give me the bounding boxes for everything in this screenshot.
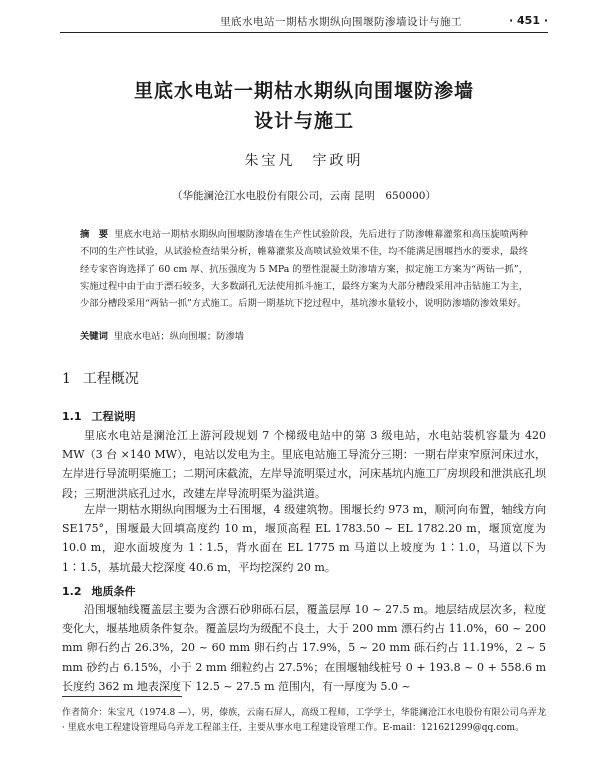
- subsection-title: 地质条件: [91, 585, 136, 598]
- page-number: · 451 ·: [509, 14, 548, 27]
- paper-title-line1: 里底水电站一期枯水期纵向围堰防渗墙: [133, 80, 474, 102]
- abstract: [80, 226, 528, 312]
- abstract-text: 里底水电站一期枯水期纵向围堰防渗墙在生产性试验阶段，先后进行了防渗帷幕灌浆和高压旋喷两种不同的生产性试验，从试验检查结果分析，帷幕灌浆及高喷试验效果不佳，均不能满足围堰挡水的要求，最终经专家咨询选择了 60 cm 厚、抗压强度为 5 MPa 的塑性混凝土防渗墙方案，拟定施工方案为“两钻一抓”，实施过程中由于由于漂石较多，大多数副孔无法使用抓斗施工，最终方案为大部分槽段采用冲击钻施工为主，少部分槽段采用“两钻一抓”方式施工。后期一期基坑下挖过程中，基坑渗水量较小，说明防渗墙防渗效果好。: [80, 229, 528, 310]
- paragraph-geology: 沿围堰轴线覆盖层主要为含漂石砂卵砾石层，覆盖层厚 10 ~ 27.5 m。地层结成层次多，粒度变化大，堰基地质条件复杂。覆盖层均为级配不良土，大于 200 mm 漂石约占 11.0%，60 ~ 200 mm 卵石约占 26.3%，20 ~ 60 mm 卵石约占 17.9%，5 ~ 20 mm 砾石约占 11.19%，2 ~ 5 mm 砂约占 6.15%，小于 2 mm 细粒约占 27.5%；在围堰轴线桩号 0 + 193.8 ~ 0 + 558.6 m 长度约 362 m 地表深度下 12.5 ~ 27.5 m 范围内，有一厚度为 5.0 ~: [62, 603, 546, 693]
- subsection-number: 1.2: [62, 585, 82, 598]
- authors: 朱宝凡 宇政明: [244, 153, 364, 169]
- paper-title-line2: 设计与施工: [253, 110, 354, 132]
- keywords: [80, 329, 528, 345]
- footnote-divider: [62, 696, 182, 697]
- paragraph-cofferdam-description: 左岸一期枯水期纵向围堰为土石围堰，4 级建筑物。围堰长约 973 m，顺河向布置，轴线方向 SE175°，围堰最大回填高度约 10 m，堰顶高程 EL 1783.50 ~ EL 1782.20 m，堰顶宽度为 10.0 m，迎水面坡度为 1∶1.5，背水面在 EL 1775 m 马道以上坡度为 1∶1.0，马道以下为 1∶1.5，基坑最大挖深度 40.6 m，平均挖深约 20 m。: [62, 503, 546, 574]
- paragraph-project-description: 里底水电站是澜沧江上游河段规划 7 个梯级电站中的第 3 级电站，水电站装机容量为 420 MW（3 台 ×140 MW），电站以发电为主。里底电站施工导流分三期：一期右岸束窄原河床过水，左岸进行导流明渠施工；二期河床截流，左岸导流明渠过水，河床基坑内施工厂房坝段和泄洪底孔坝段；三期泄洪底孔过水，改建左岸导流明渠为溢洪道。: [62, 429, 546, 500]
- section-number: 1: [62, 371, 71, 387]
- author-footnote: 作者简介：朱宝凡（1974.8 —），男，傣族，云南石屏人，高级工程师，工学学士，华能澜沧江水电股份有限公司乌弄龙 · 里底水电工程建设管理局乌弄龙工程部主任，主要从事水电工程建设管理工作。E-mail：121621299@qq.com。: [62, 708, 546, 733]
- subsection-title: 工程说明: [91, 410, 136, 423]
- abstract-label: 摘 要: [80, 229, 109, 240]
- section-heading-1: [62, 368, 139, 388]
- running-title: 里底水电站一期枯水期纵向围堰防渗墙设计与施工: [220, 16, 462, 28]
- subsection-heading-1-1: [62, 408, 136, 424]
- section-title: 工程概况: [82, 371, 139, 387]
- affiliation: （华能澜沧江水电股份有限公司，云南 昆明 650000）: [172, 190, 436, 202]
- subsection-heading-1-2: [62, 583, 136, 599]
- running-header: [60, 14, 548, 33]
- subsection-number: 1.1: [62, 410, 82, 423]
- keywords-label: 关键词: [80, 331, 108, 342]
- keywords-text: 里底水电站；纵向围堰；防渗墙: [113, 331, 245, 342]
